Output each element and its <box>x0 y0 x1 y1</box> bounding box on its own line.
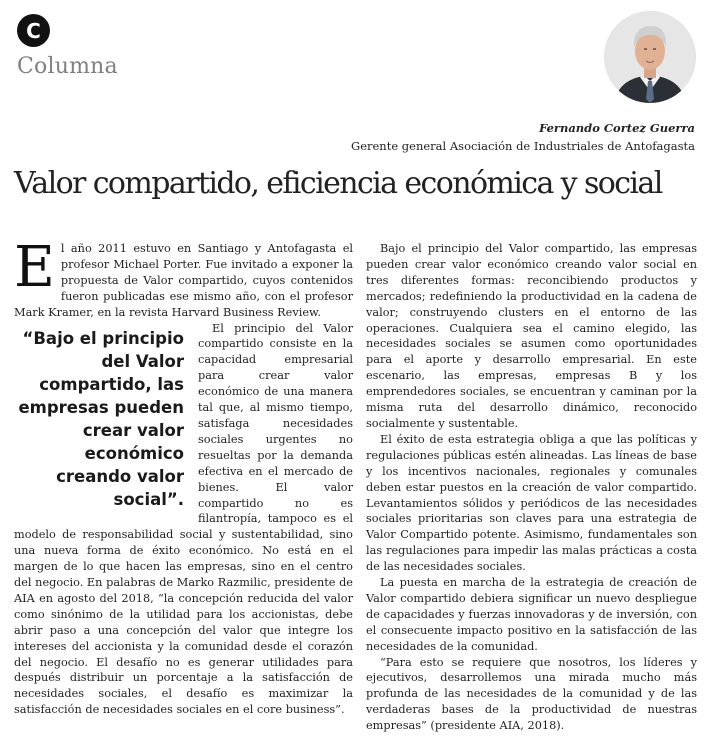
section-label: Columna <box>17 54 118 79</box>
column-badge <box>17 14 50 47</box>
paragraph-text: El principio del Valor compartido consiste en la capacidad empresarial para crear valor económico de una manera tal que, al mismo tiempo, satisfaga necesidades sociales urgentes no resueltas por la demanda efectiva en el mercado de bienes. El valor compartido no es filantropía, tampoco es el modelo de responsabilidad social y sustentabilidad, sino una nueva forma de éxito económico. No está en el margen de lo que hacen las empresas, sino en el centro del negocio. En palabras de Marko Razmilic, presidente de AIA en agosto del 2018, “la concepción reducida del valor como sinónimo de la utilidad para los accionistas, debe abrir paso a una concepción del valor que integre los intereses del accionista y la comunidad desde el corazón del negocio. El desafío no es generar utilidades para después distribuir un porcentaje a la satisfacción de necesidades sociales, el desafío es maximizar la satisfacción de necesidades sociales en el core business”. <box>14 321 353 717</box>
article-column-right <box>366 241 697 734</box>
article-paragraph <box>14 321 353 719</box>
author-photo-illustration <box>604 11 696 103</box>
article-paragraph: Bajo el principio del Valor compartido, las empresas pueden crear valor económico creando valor social en tres diferentes formas: reconcibiendo productos y mercados; redefiniendo la productividad en la cadena de valor; construyendo clusters en el entorno de las operaciones. Cualquiera sea el camino elegido, las necesidades sociales se asumen como oportunidades para el aporte y desarrollo empresarial. En este escenario, las empresas, empresas B y los emprendedores sociales, se encuentran y caminan por la misma ruta del desarrollo dinámico, reconocido socialmente y sustentable. <box>366 242 697 430</box>
article-headline: Valor compartido, eficiencia económica y social <box>14 166 662 201</box>
article-paragraph: La puesta en marcha de la estrategia de creación de Valor compartido debiera significar un nuevo despliegue de capacidades y fuerzas innovadoras y de inversión, con el consecuente impacto positivo en la satisfacción de las necesidades de la comunidad. <box>366 576 697 653</box>
drop-cap: E <box>14 235 55 300</box>
badge-letter: C <box>26 18 41 43</box>
author-name: Fernando Cortez Guerra <box>539 121 695 135</box>
paragraph-text: l año 2011 estuvo en Santiago y Antofagasta el profesor Michael Porter. Fue invitado a exponer la propuesta de Valor compartido, cuyos contenidos fueron publicadas ese mismo año, con el profesor Mark Kramer, en la revista Harvard Business Review. <box>14 242 353 319</box>
article-paragraph: “Para esto se requiere que nosotros, los líderes y ejecutivos, desarrollemos una mirada mucho más profunda de las necesidades de la comunidad y de las verdaderas bases de la productividad de nuestras empresas” (presidente AIA, 2018). <box>366 655 697 733</box>
author-photo <box>604 11 696 103</box>
article-column-left <box>14 235 353 718</box>
pull-quote: “Bajo el principio del Valor compartido, las empresas pueden crear valor económico creando valor social”. <box>18 328 184 509</box>
author-byline <box>351 121 695 153</box>
article-paragraph <box>14 235 353 321</box>
article-paragraph: El éxito de esta estrategia obliga a que las políticas y regulaciones públicas estén alineadas. Las líneas de base y los incentivos nacionales, regionales y comunales deben estar puestos en la creación de valor compartido. Levantamientos sólidos y periódicos de las necesidades sociales prioritarias son claves para una estrategia de Valor Compartido potente. Asimismo, fundamentales son las regulaciones para impedir las malas prácticas a costa de las necesidades sociales. <box>366 432 697 574</box>
author-role: Gerente general Asociación de Industriales de Antofagasta <box>351 139 695 153</box>
